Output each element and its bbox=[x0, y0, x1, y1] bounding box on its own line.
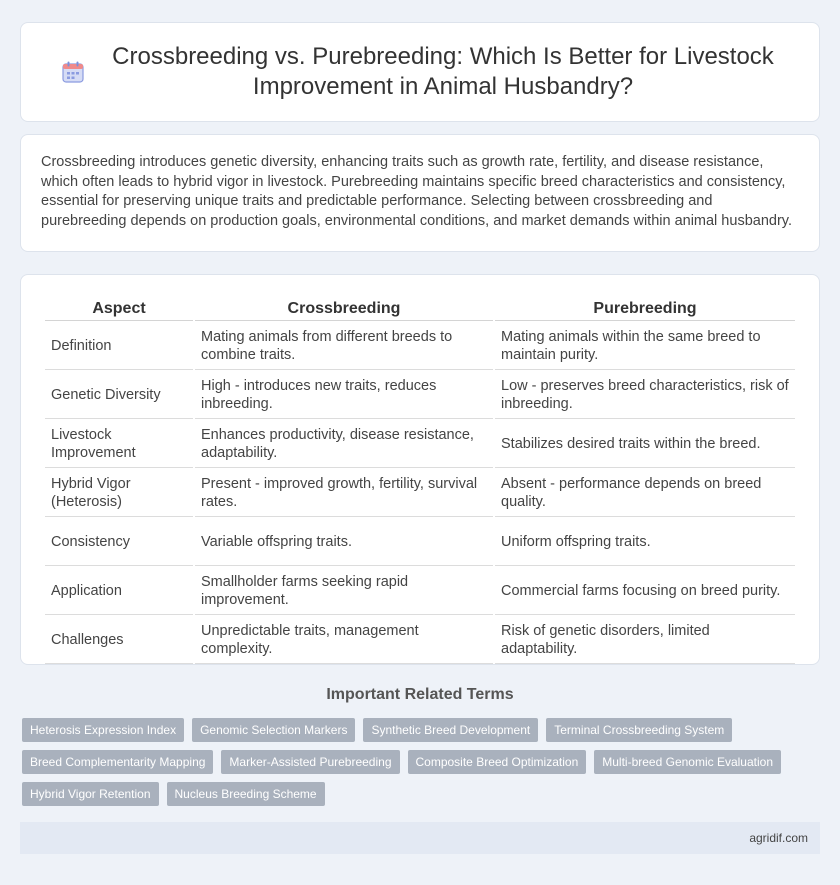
related-term-tag[interactable]: Composite Breed Optimization bbox=[408, 750, 587, 774]
header-aspect: Aspect bbox=[45, 297, 193, 321]
header-crossbreeding: Crossbreeding bbox=[195, 297, 493, 321]
related-term-tag[interactable]: Breed Complementarity Mapping bbox=[22, 750, 213, 774]
related-terms-list bbox=[22, 718, 802, 806]
table-row bbox=[45, 519, 795, 566]
cell-aspect: Hybrid Vigor (Heterosis) bbox=[45, 470, 193, 517]
related-term-tag[interactable]: Nucleus Breeding Scheme bbox=[167, 782, 325, 806]
cell-purebreeding: Risk of genetic disorders, limited adaptability. bbox=[495, 617, 795, 664]
cell-aspect: Definition bbox=[45, 323, 193, 370]
related-term-tag[interactable]: Genomic Selection Markers bbox=[192, 718, 355, 742]
cell-crossbreeding: Variable offspring traits. bbox=[195, 519, 493, 566]
table-row bbox=[45, 372, 795, 419]
cell-aspect: Genetic Diversity bbox=[45, 372, 193, 419]
related-term-tag[interactable]: Multi-breed Genomic Evaluation bbox=[594, 750, 781, 774]
cell-crossbreeding: Enhances productivity, disease resistance, adaptability. bbox=[195, 421, 493, 468]
table-row bbox=[45, 470, 795, 517]
cell-aspect: Livestock Improvement bbox=[45, 421, 193, 468]
cell-crossbreeding: Unpredictable traits, management complexity. bbox=[195, 617, 493, 664]
cell-purebreeding: Absent - performance depends on breed quality. bbox=[495, 470, 795, 517]
table-header-row bbox=[45, 297, 795, 321]
table-row bbox=[45, 617, 795, 664]
comparison-table-card bbox=[20, 274, 820, 665]
table-row bbox=[45, 323, 795, 370]
comparison-table bbox=[43, 295, 797, 666]
cell-crossbreeding: Present - improved growth, fertility, survival rates. bbox=[195, 470, 493, 517]
header-purebreeding: Purebreeding bbox=[495, 297, 795, 321]
intro-paragraph: Crossbreeding introduces genetic diversity, enhancing traits such as growth rate, fertility, and disease resistance, which often leads to hybrid vigor in livestock. Purebreeding maintains specific breed characteristics and consistency, essential for preserving unique traits and predictable performance. Selecting between crossbreeding and purebreeding depends on production goals, environmental conditions, and market demands within animal husbandry. bbox=[41, 154, 792, 229]
page-title: Crossbreeding vs. Purebreeding: Which Is Better for Livestock Improvement in Animal Husbandry? bbox=[112, 43, 774, 100]
cell-crossbreeding: High - introduces new traits, reduces inbreeding. bbox=[195, 372, 493, 419]
cell-aspect: Challenges bbox=[45, 617, 193, 664]
cell-purebreeding: Stabilizes desired traits within the breed. bbox=[495, 421, 795, 468]
related-term-tag[interactable]: Marker-Assisted Purebreeding bbox=[221, 750, 399, 774]
intro-card bbox=[20, 134, 820, 252]
cell-crossbreeding: Mating animals from different breeds to combine traits. bbox=[195, 323, 493, 370]
related-term-tag[interactable]: Synthetic Breed Development bbox=[363, 718, 538, 742]
calendar-icon bbox=[61, 60, 85, 84]
cell-aspect: Consistency bbox=[45, 519, 193, 566]
cell-purebreeding: Uniform offspring traits. bbox=[495, 519, 795, 566]
cell-aspect: Application bbox=[45, 568, 193, 615]
related-terms-title: Important Related Terms bbox=[326, 686, 514, 703]
footer-site-link[interactable]: agridif.com bbox=[749, 831, 808, 845]
related-term-tag[interactable]: Hybrid Vigor Retention bbox=[22, 782, 159, 806]
footer bbox=[20, 822, 820, 854]
cell-purebreeding: Low - preserves breed characteristics, risk of inbreeding. bbox=[495, 372, 795, 419]
header-card bbox=[20, 22, 820, 122]
table-row bbox=[45, 568, 795, 615]
table-row bbox=[45, 421, 795, 468]
cell-purebreeding: Commercial farms focusing on breed purity. bbox=[495, 568, 795, 615]
cell-purebreeding: Mating animals within the same breed to maintain purity. bbox=[495, 323, 795, 370]
cell-crossbreeding: Smallholder farms seeking rapid improvement. bbox=[195, 568, 493, 615]
related-term-tag[interactable]: Terminal Crossbreeding System bbox=[546, 718, 732, 742]
related-term-tag[interactable]: Heterosis Expression Index bbox=[22, 718, 184, 742]
